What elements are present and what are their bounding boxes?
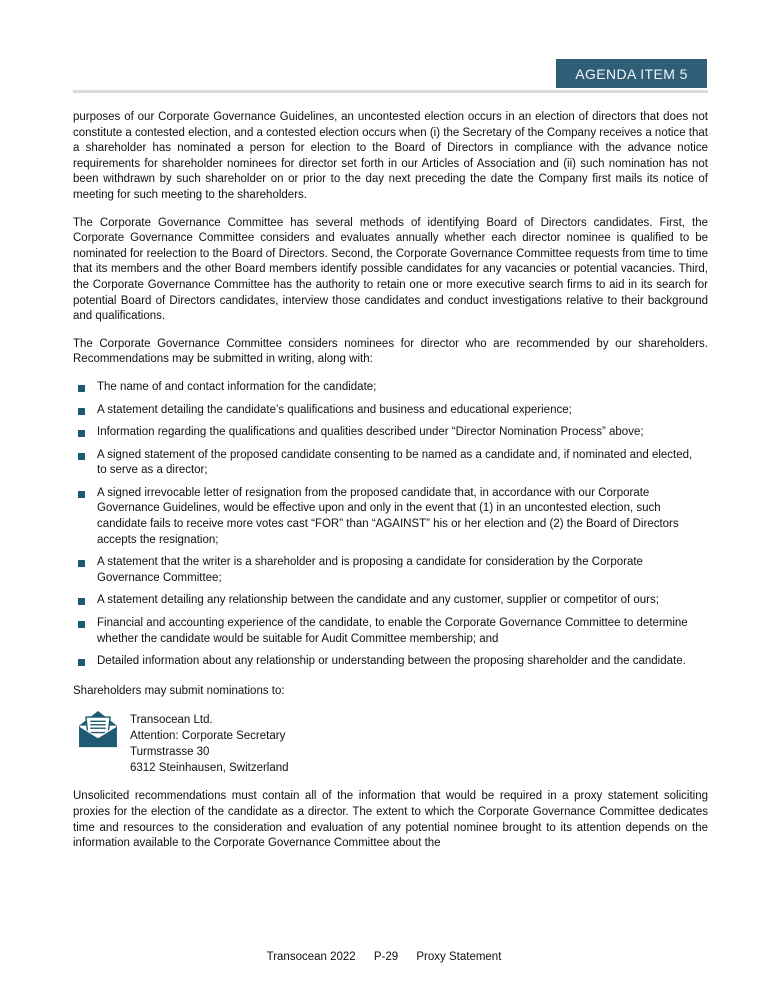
bullet-square-icon (78, 598, 85, 605)
paragraph-uncontested-election: purposes of our Corporate Governance Guidelines, an uncontested election occurs in an election of directors that does not constitute a contested election, and a contested election occurs when (i) the Secretary of the Company receives a notice that a shareholder has nominated a person for election to the Board of Directors in compliance with the advance notice requirements for shareholder nominees for director set forth in our Articles of Association and (ii) such nomination has not been withdrawn by such shareholder on or prior to the day next preceding the date the Company first mails its notice of meeting for such meeting to the shareholders. (73, 111, 708, 201)
nomination-requirements-list (73, 380, 708, 670)
document-body (73, 110, 708, 864)
list-item (73, 593, 708, 609)
bullet-square-icon (78, 491, 85, 498)
address-street: Turmstrasse 30 (130, 746, 210, 759)
list-item-text: Financial and accounting experience of the candidate, to enable the Corporate Governance Committee to determine whether the candidate would be suitable for Audit Committee membership; and (97, 617, 688, 645)
footer-page-number: P-29 (373, 951, 399, 963)
list-item-text: A signed statement of the proposed candidate consenting to be named as a candidate and, if nominated and elected, to serve as a director; (97, 448, 693, 477)
list-item (73, 425, 708, 441)
bullet-square-icon (78, 430, 85, 437)
list-item (73, 486, 708, 548)
list-item (73, 403, 708, 419)
paragraph-nominees-intro: The Corporate Governance Committee considers nominees for director who are recommended by our shareholders. Recommendations may be submitted in writing, along with: (73, 337, 708, 366)
list-item-text: Information regarding the qualifications and qualities described under “Director Nomination Process” above; (97, 426, 644, 439)
list-item (73, 616, 708, 647)
list-item (73, 380, 708, 396)
address-attention: Attention: Corporate Secretary (130, 730, 286, 743)
bullet-square-icon (78, 408, 85, 415)
list-item (73, 654, 708, 670)
list-item-text: A statement that the writer is a shareholder and is proposing a candidate for consideration by the Corporate Governance Committee; (97, 556, 643, 584)
envelope-icon (77, 711, 119, 754)
paragraph-identifying-candidates: The Corporate Governance Committee has several methods of identifying Board of Directors candidates. First, the Corporate Governance Committee considers and evaluates annually whether each director nominee is qualified to be nominated for reelection to the Board of Directors. Second, the Corporate Governance Committee requests from time to time that its members and the other Board members identify possible candidates for any vacancies or potential vacancies. Third, the Corporate Governance Committee has the authority to retain one or more executive search firms to aid in its search for potential Board of Directors candidates, interview those candidates and conduct investigations relative to their background and qualifications. (73, 216, 708, 323)
bullet-square-icon (78, 621, 85, 628)
nomination-address-block (77, 711, 708, 776)
list-item-text: A signed irrevocable letter of resignation from the proposed candidate that, in accordance with our Corporate Governance Guidelines, would be effective upon and only in the event that (1) in an uncontested election, such candidate fails to receive more votes cast “FOR” than “AGAINST” his or her election and (2) the Board of Directors accepts the resignation; (97, 486, 679, 546)
footer-company: Transocean 2022 (266, 951, 356, 963)
list-item (73, 555, 708, 586)
list-item-text: Detailed information about any relationship or understanding between the proposing shareholder and the candidate. (97, 655, 686, 668)
bullet-square-icon (78, 453, 85, 460)
list-item-text: A statement detailing the candidate’s qualifications and business and educational experience; (97, 403, 572, 416)
mailing-address (130, 711, 289, 776)
paragraph-submit-nominations: Shareholders may submit nominations to: (73, 684, 285, 697)
footer-document-title: Proxy Statement (416, 951, 502, 963)
agenda-item-badge: AGENDA ITEM 5 (556, 59, 707, 88)
bullet-square-icon (78, 385, 85, 392)
paragraph-unsolicited-recommendations: Unsolicited recommendations must contain all of the information that would be required in a proxy statement soliciting proxies for the election of the candidate as a director. The extent to which the Corporate Governance Committee dedicates time and resources to the consideration and evaluation of any potential nominee brought to its attention depends on the information available to the Corporate Governance Committee about the (73, 790, 708, 850)
address-city: 6312 Steinhausen, Switzerland (130, 762, 289, 775)
list-item (73, 448, 708, 479)
header-divider (73, 90, 708, 93)
list-item-text: A statement detailing any relationship between the candidate and any customer, supplier or competitor of ours; (97, 594, 659, 607)
list-item-text: The name of and contact information for the candidate; (97, 380, 377, 393)
bullet-square-icon (78, 560, 85, 567)
address-company: Transocean Ltd. (130, 714, 213, 727)
bullet-square-icon (78, 659, 85, 666)
page-footer (0, 951, 768, 963)
